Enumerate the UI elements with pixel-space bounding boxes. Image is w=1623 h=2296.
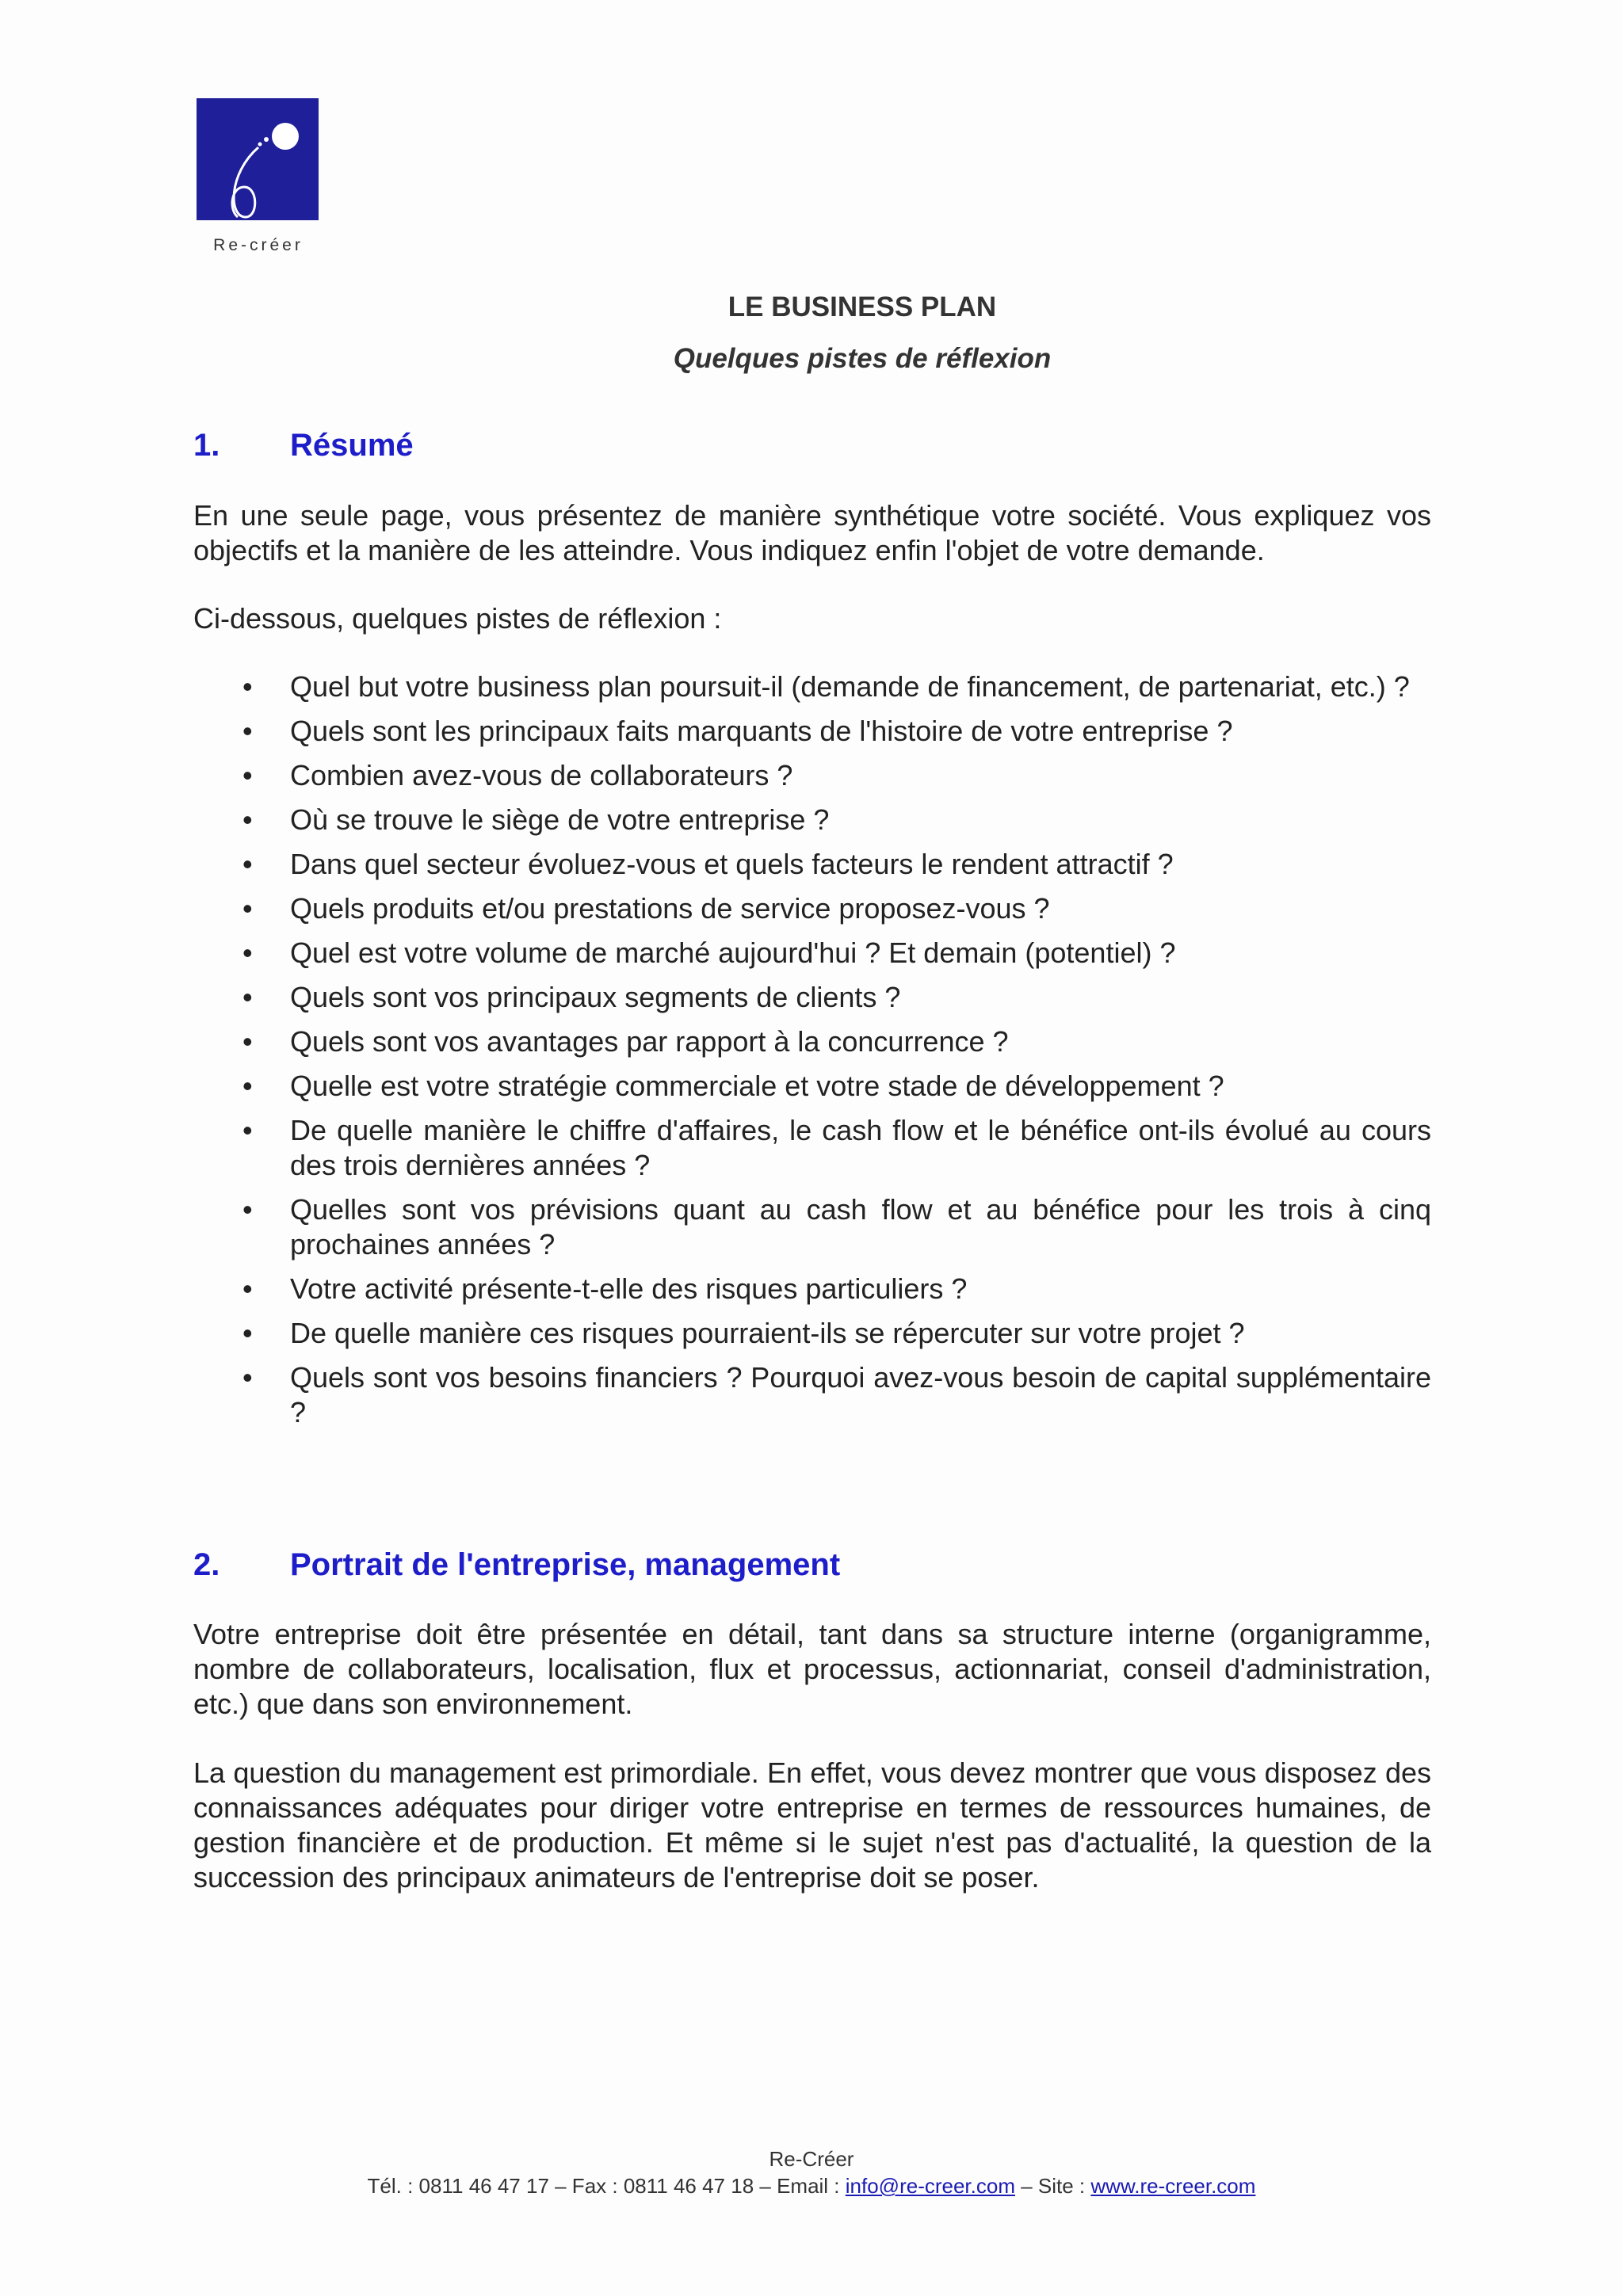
list-item: • Quelle est votre stratégie commerciale et votre stade de développement ? xyxy=(242,1070,1224,1102)
section-2-paragraph-2: La question du management est primordiale. En effet, vous devez montrer que vous disposez des connaissances adéquates pour diriger votre entreprise en termes de ressources humaines, de gestion financière et de production. Et même si le sujet n'est pas d'actualité, la question de la succession des principaux animateurs de l'entreprise doit se poser. xyxy=(193,1756,1431,1894)
list-item: • Dans quel secteur évoluez-vous et quels facteurs le rendent attractif ? xyxy=(242,848,1174,880)
section-2-paragraph-1: Votre entreprise doit être présentée en détail, tant dans sa structure interne (organigramme, nombre de collaborateurs, localisation, flux et processus, actionnariat, conseil d'administration, etc.) que dans son environnement. xyxy=(193,1618,1431,1720)
list-item: • Combien avez-vous de collaborateurs ? xyxy=(242,759,793,791)
bullet-icon: • xyxy=(242,1114,253,1146)
bullet-icon: • xyxy=(242,936,253,969)
section-title: Portrait de l'entreprise, management xyxy=(290,1547,841,1582)
bullet-icon: • xyxy=(242,1317,253,1349)
section-number: 1. xyxy=(193,428,220,463)
company-logo xyxy=(197,98,320,255)
bullet-icon: • xyxy=(242,848,253,880)
list-item: • Quelles sont vos prévisions quant au cash flow et au bénéfice pour les trois à cinq prochaines années ? xyxy=(242,1193,1431,1261)
bullet-icon: • xyxy=(242,1361,253,1394)
bullet-icon: • xyxy=(242,715,253,747)
list-item: • Quel but votre business plan poursuit-il (demande de financement, de partenariat, etc.) ? xyxy=(242,670,1410,703)
logo-mark xyxy=(197,98,319,220)
reflection-list xyxy=(193,669,1431,1440)
bullet-icon: • xyxy=(242,803,253,836)
bullet-icon: • xyxy=(242,981,253,1013)
list-item: • Quels produits et/ou prestations de service proposez-vous ? xyxy=(242,892,1050,925)
list-item: • De quelle manière le chiffre d'affaires, le cash flow et le bénéfice ont-ils évolué au cours des trois dernières années ? xyxy=(242,1114,1431,1181)
bullet-icon: • xyxy=(242,1272,253,1305)
section-number: 2. xyxy=(193,1547,220,1582)
section-1-intro: En une seule page, vous présentez de manière synthétique votre société. Vous expliquez vos objectifs et la manière de les atteindre. Vous indiquez enfin l'objet de votre demande. xyxy=(193,499,1431,566)
list-item: • Quels sont vos besoins financiers ? Pourquoi avez-vous besoin de capital supplémentaire ? xyxy=(242,1361,1431,1428)
list-item: • De quelle manière ces risques pourraient-ils se répercuter sur votre projet ? xyxy=(242,1317,1245,1349)
list-item: • Quels sont vos avantages par rapport à la concurrence ? xyxy=(242,1025,1009,1058)
list-item: • Quels sont les principaux faits marquants de l'histoire de votre entreprise ? xyxy=(242,715,1233,747)
bullet-icon: • xyxy=(242,1025,253,1058)
section-2-heading xyxy=(193,1547,840,1583)
list-item: • Votre activité présente-t-elle des risques particuliers ? xyxy=(242,1272,968,1305)
bullet-icon: • xyxy=(242,1193,253,1226)
bullet-icon: • xyxy=(242,1070,253,1102)
document-subtitle: Quelques pistes de réflexion xyxy=(673,343,1052,374)
email-link[interactable]: info@re-creer.com xyxy=(845,2174,1015,2198)
footer-company: Re-Créer xyxy=(769,2147,854,2171)
logo-swirl-icon xyxy=(197,98,319,220)
section-title: Résumé xyxy=(290,428,414,463)
section-1-heading xyxy=(193,428,414,463)
logo-text: Re-créer xyxy=(213,236,304,254)
list-item: • Où se trouve le siège de votre entreprise ? xyxy=(242,803,830,836)
bullet-icon: • xyxy=(242,892,253,925)
list-item: • Quel est votre volume de marché aujourd'hui ? Et demain (potentiel) ? xyxy=(242,936,1176,969)
footer-contact: Tél. : 0811 46 47 17 – Fax : 0811 46 47 18 – Email : info@re-creer.com – Site : www.re-creer.com xyxy=(367,2174,1256,2198)
section-1-lead: Ci-dessous, quelques pistes de réflexion : xyxy=(193,602,722,635)
website-link[interactable]: www.re-creer.com xyxy=(1090,2174,1256,2198)
page-footer xyxy=(0,2145,1623,2199)
bullet-icon: • xyxy=(242,670,253,703)
bullet-icon: • xyxy=(242,759,253,791)
list-item: • Quels sont vos principaux segments de clients ? xyxy=(242,981,901,1013)
document-title: LE BUSINESS PLAN xyxy=(727,292,997,322)
